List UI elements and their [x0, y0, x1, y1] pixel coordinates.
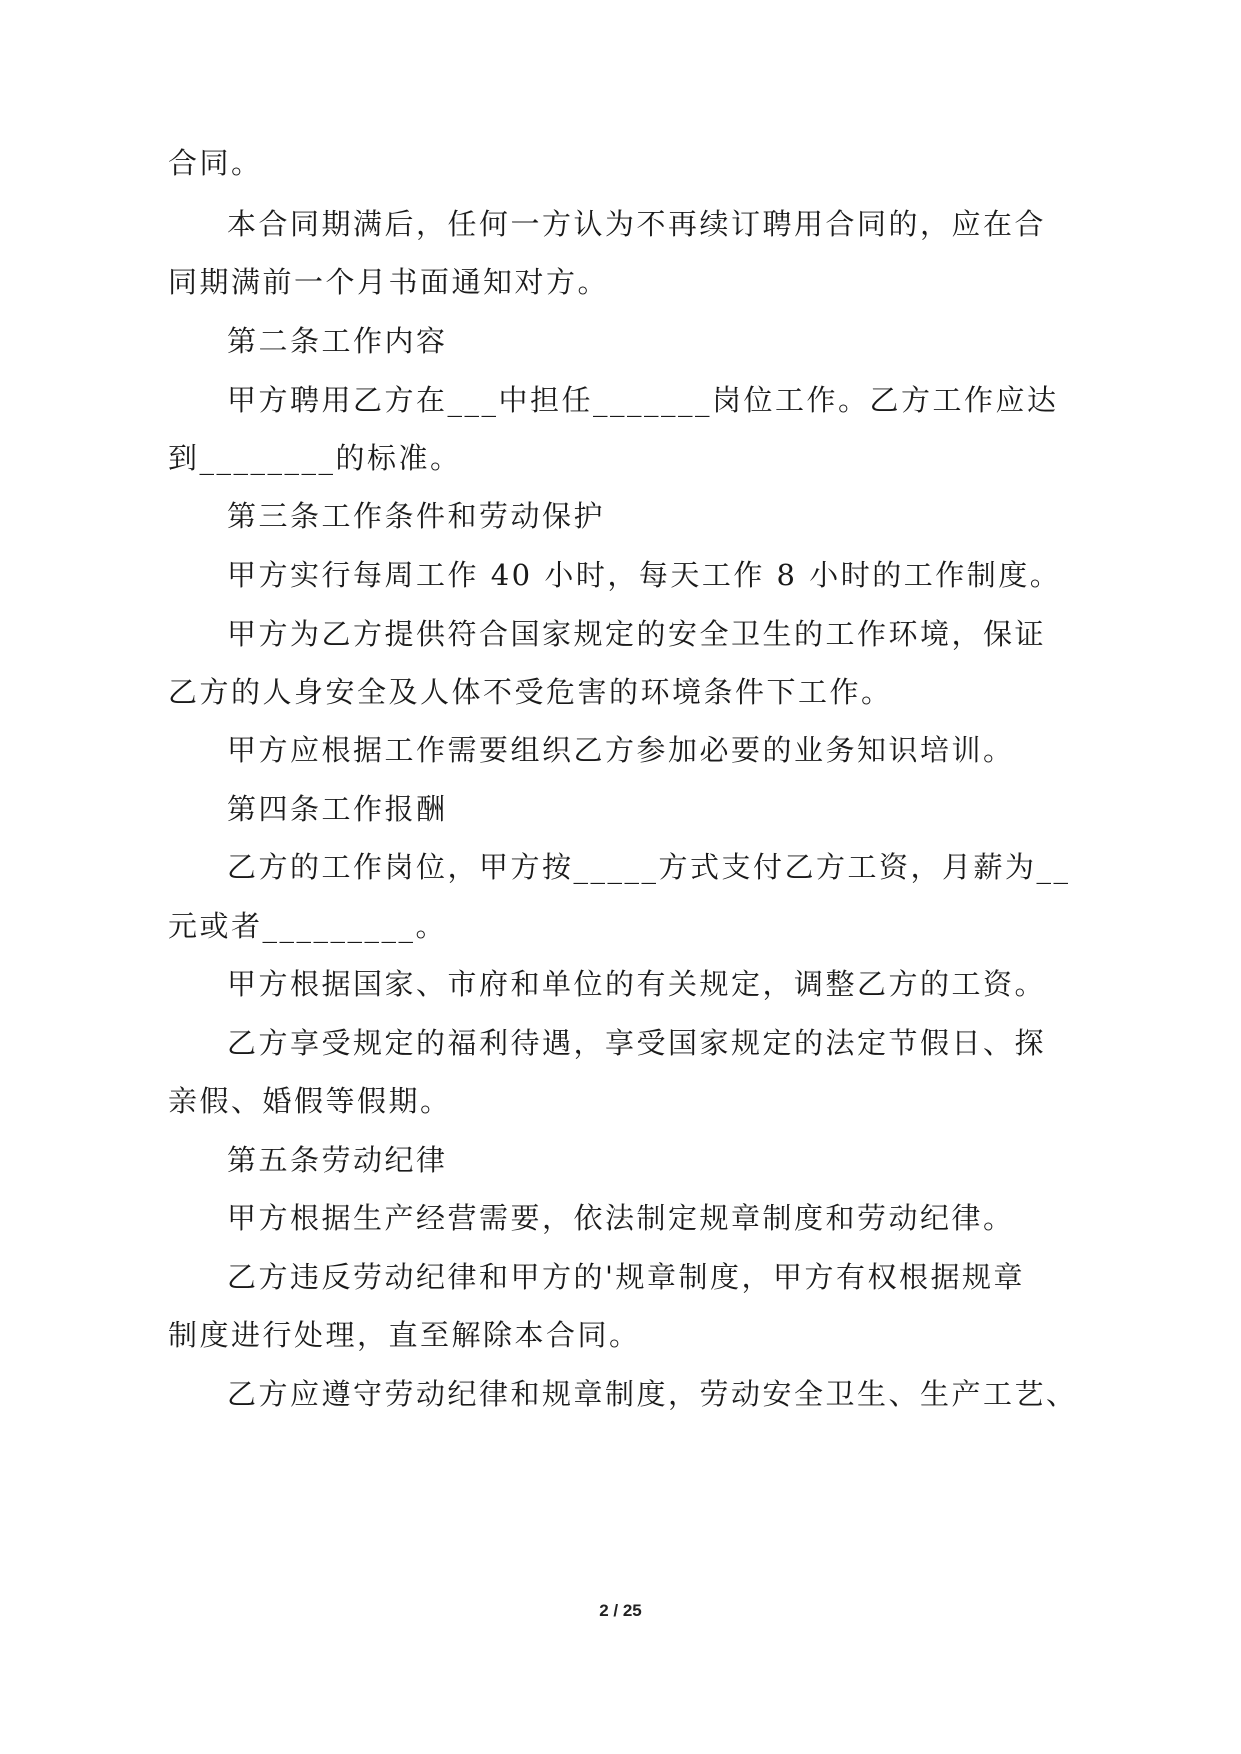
- text-line: 甲方应根据工作需要组织乙方参加必要的业务知识培训。: [227, 733, 1015, 767]
- text-line: 同期满前一个月书面通知对方。: [168, 265, 610, 299]
- text-line: 乙方的人身安全及人体不受危害的环境条件下工作。: [168, 675, 893, 709]
- text-line: 元或者_________。: [168, 909, 448, 943]
- text-line: 甲方根据国家、市府和单位的有关规定，调整乙方的工资。: [227, 967, 1047, 1001]
- section-heading: 第四条工作报酬: [227, 792, 448, 826]
- section-heading: 第三条工作条件和劳动保护: [227, 499, 606, 533]
- text-line: 乙方享受规定的福利待遇，享受国家规定的法定节假日、探: [227, 1026, 1047, 1060]
- text-line: 甲方实行每周工作 40 小时，每天工作 8 小时的工作制度。: [227, 558, 1062, 592]
- text-line: 乙方的工作岗位，甲方按_____方式支付乙方工资，月薪为__: [227, 850, 1071, 884]
- text-line: 合同。: [168, 146, 263, 180]
- section-heading: 第二条工作内容: [227, 324, 448, 358]
- text-line: 亲假、婚假等假期。: [168, 1084, 452, 1118]
- section-heading: 第五条劳动纪律: [227, 1143, 448, 1177]
- text-line: 本合同期满后，任何一方认为不再续订聘用合同的，应在合: [227, 207, 1047, 241]
- text-line: 乙方应遵守劳动纪律和规章制度，劳动安全卫生、生产工艺、: [227, 1377, 1078, 1411]
- text-line: 乙方违反劳动纪律和甲方的'规章制度，甲方有权根据规章: [227, 1260, 1025, 1294]
- text-line: 甲方根据生产经营需要，依法制定规章制度和劳动纪律。: [227, 1201, 1015, 1235]
- text-line: 甲方为乙方提供符合国家规定的安全卫生的工作环境，保证: [227, 617, 1047, 651]
- text-line: 制度进行处理，直至解除本合同。: [168, 1318, 641, 1352]
- text-line: 甲方聘用乙方在___中担任_______岗位工作。乙方工作应达: [227, 383, 1059, 417]
- page-number: 2 / 25: [599, 1601, 642, 1620]
- text-line: 到________的标准。: [168, 441, 462, 475]
